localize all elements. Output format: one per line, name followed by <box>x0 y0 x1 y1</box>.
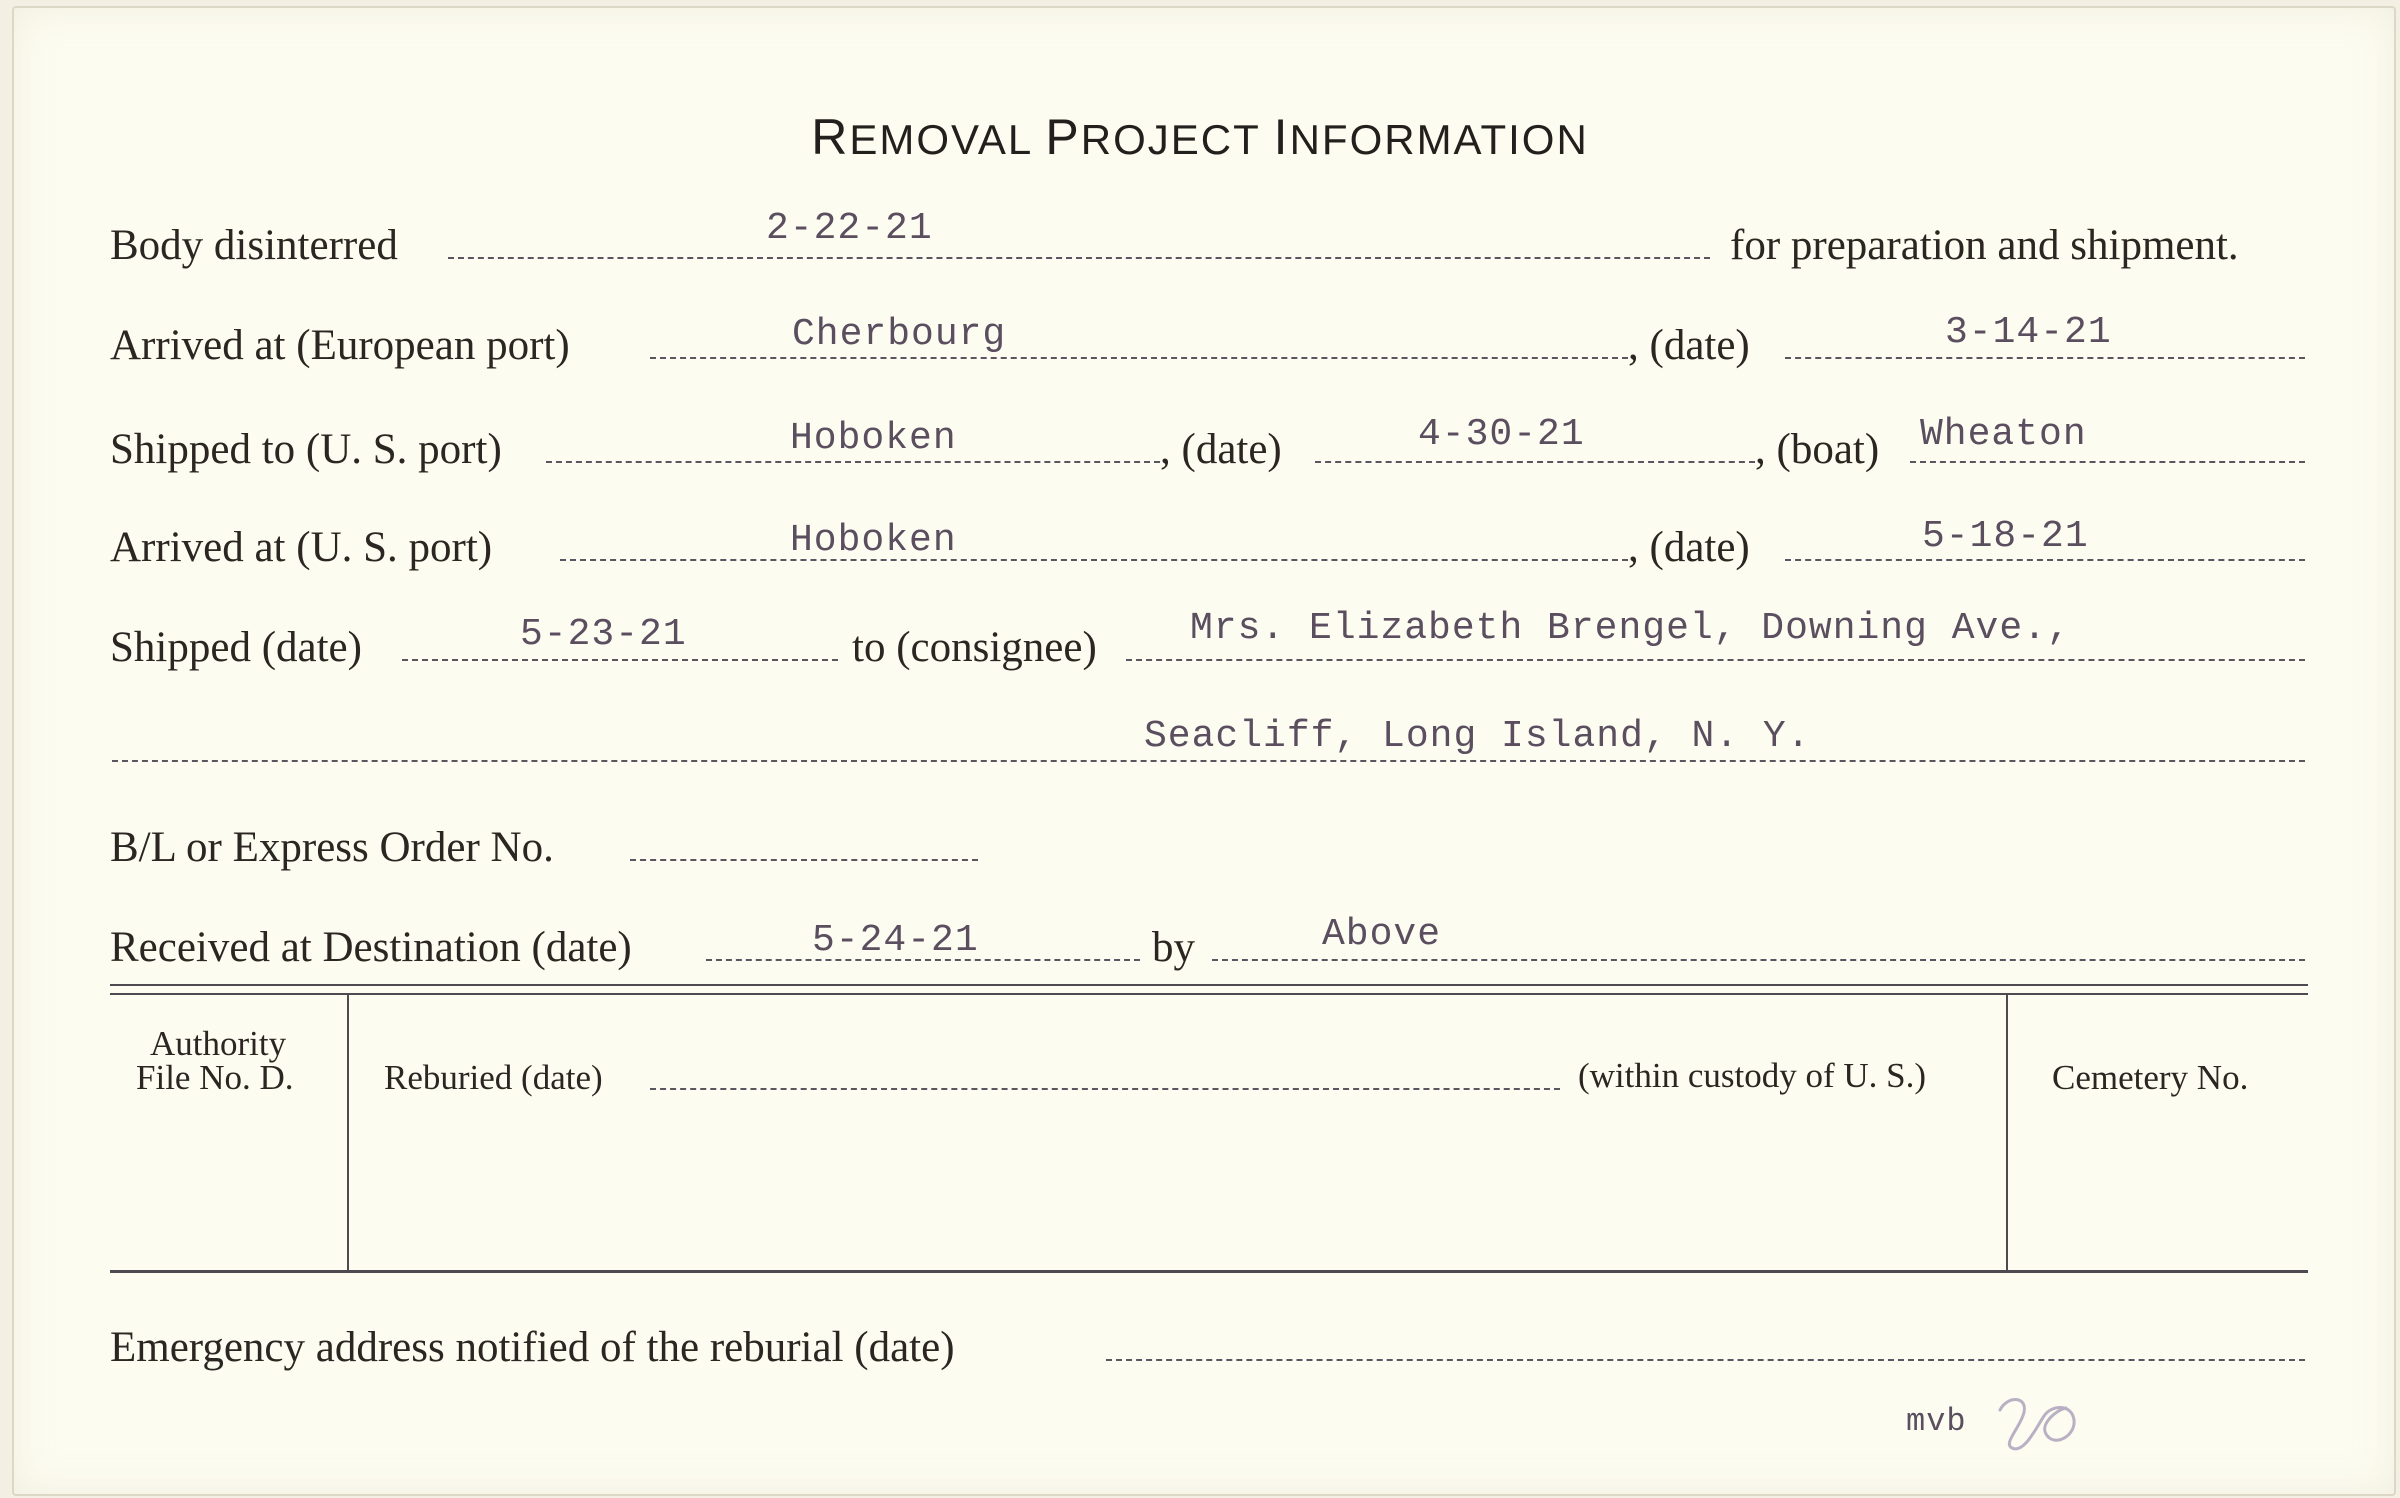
arrived-european-date-label: , (date) <box>1628 322 1750 369</box>
consignee-line <box>1126 659 2305 661</box>
arrived-us-label: Arrived at (U. S. port) <box>110 524 493 571</box>
custody-label: (within custody of U. S.) <box>1578 1056 1927 1095</box>
reburied-label: Reburied (date) <box>384 1058 603 1097</box>
body-disinterred-label: Body disinterred <box>110 222 398 269</box>
title-initial-r: R <box>811 109 850 165</box>
authority-file-label: File No. D. <box>136 1058 294 1097</box>
arrived-us-line <box>560 559 1628 561</box>
emergency-label: Emergency address notified of the reburial (date) <box>110 1324 955 1371</box>
emergency-line <box>1106 1359 2305 1361</box>
table-divider-left <box>347 995 349 1270</box>
european-arrival-date-value: 3-14-21 <box>1945 311 2112 354</box>
european-port-value: Cherbourg <box>792 313 1007 356</box>
consignee-line1-value: Mrs. Elizabeth Brengel, Downing Ave., <box>1190 607 2071 650</box>
received-by-line <box>1212 959 2305 961</box>
arrived-us-date-line <box>1785 559 2305 561</box>
title-initial-i: I <box>1273 109 1290 165</box>
shipped-date-value: 5-23-21 <box>520 613 687 656</box>
boat-label: , (boat) <box>1755 426 1880 473</box>
shipped-date-label: , (date) <box>1160 426 1282 473</box>
arrived-european-label: Arrived at (European port) <box>110 322 570 369</box>
shipped-line <box>402 659 838 661</box>
title-word-removal: EMOVAL <box>849 116 1046 163</box>
title-word-project: ROJECT <box>1080 116 1274 163</box>
received-date-value: 5-24-21 <box>812 919 979 962</box>
shipped-label: Shipped (date) <box>110 624 362 671</box>
body-disinterred-value: 2-22-21 <box>766 207 933 250</box>
shipped-date-line <box>1315 461 1755 463</box>
arrived-european-date-line <box>1785 357 2305 359</box>
us-port-value: Hoboken <box>790 417 957 460</box>
arrived-us-date-value: 5-18-21 <box>1922 515 2089 558</box>
received-by-label: by <box>1152 924 1195 971</box>
consignee-label: to (consignee) <box>852 624 1097 671</box>
shipped-to-us-line <box>546 461 1160 463</box>
table-divider-right <box>2006 995 2008 1270</box>
received-label: Received at Destination (date) <box>110 924 632 971</box>
bl-order-label: B/L or Express Order No. <box>110 824 554 871</box>
title-word-information: NFORMATION <box>1289 116 1589 163</box>
boat-line <box>1910 461 2305 463</box>
arrived-us-port-value: Hoboken <box>790 519 957 562</box>
shipped-us-date-value: 4-30-21 <box>1418 413 1585 456</box>
shipped-to-us-label: Shipped to (U. S. port) <box>110 426 502 473</box>
body-disinterred-line <box>448 257 1710 259</box>
bl-order-line <box>630 859 978 861</box>
authority-label: Authority <box>150 1024 287 1063</box>
table-bottom-rule <box>110 1270 2308 1273</box>
received-by-value: Above <box>1322 913 1442 956</box>
title-initial-p: P <box>1045 109 1081 165</box>
arrived-us-date-label: , (date) <box>1628 524 1750 571</box>
boat-value: Wheaton <box>1920 413 2087 456</box>
cemetery-no-label: Cemetery No. <box>2052 1058 2249 1097</box>
table-top-rule-2 <box>110 993 2308 995</box>
consignee-continued-line <box>112 760 2305 762</box>
table-top-rule-1 <box>110 984 2308 986</box>
clerk-initials: mvb <box>1906 1403 1967 1440</box>
form-title <box>0 108 2400 166</box>
arrived-european-line <box>650 357 1628 359</box>
consignee-line2-value: Seacliff, Long Island, N. Y. <box>1144 715 1811 758</box>
reburied-line <box>650 1088 1560 1090</box>
handwritten-mark <box>1990 1388 2090 1458</box>
body-disinterred-suffix: for preparation and shipment. <box>1730 222 2239 269</box>
